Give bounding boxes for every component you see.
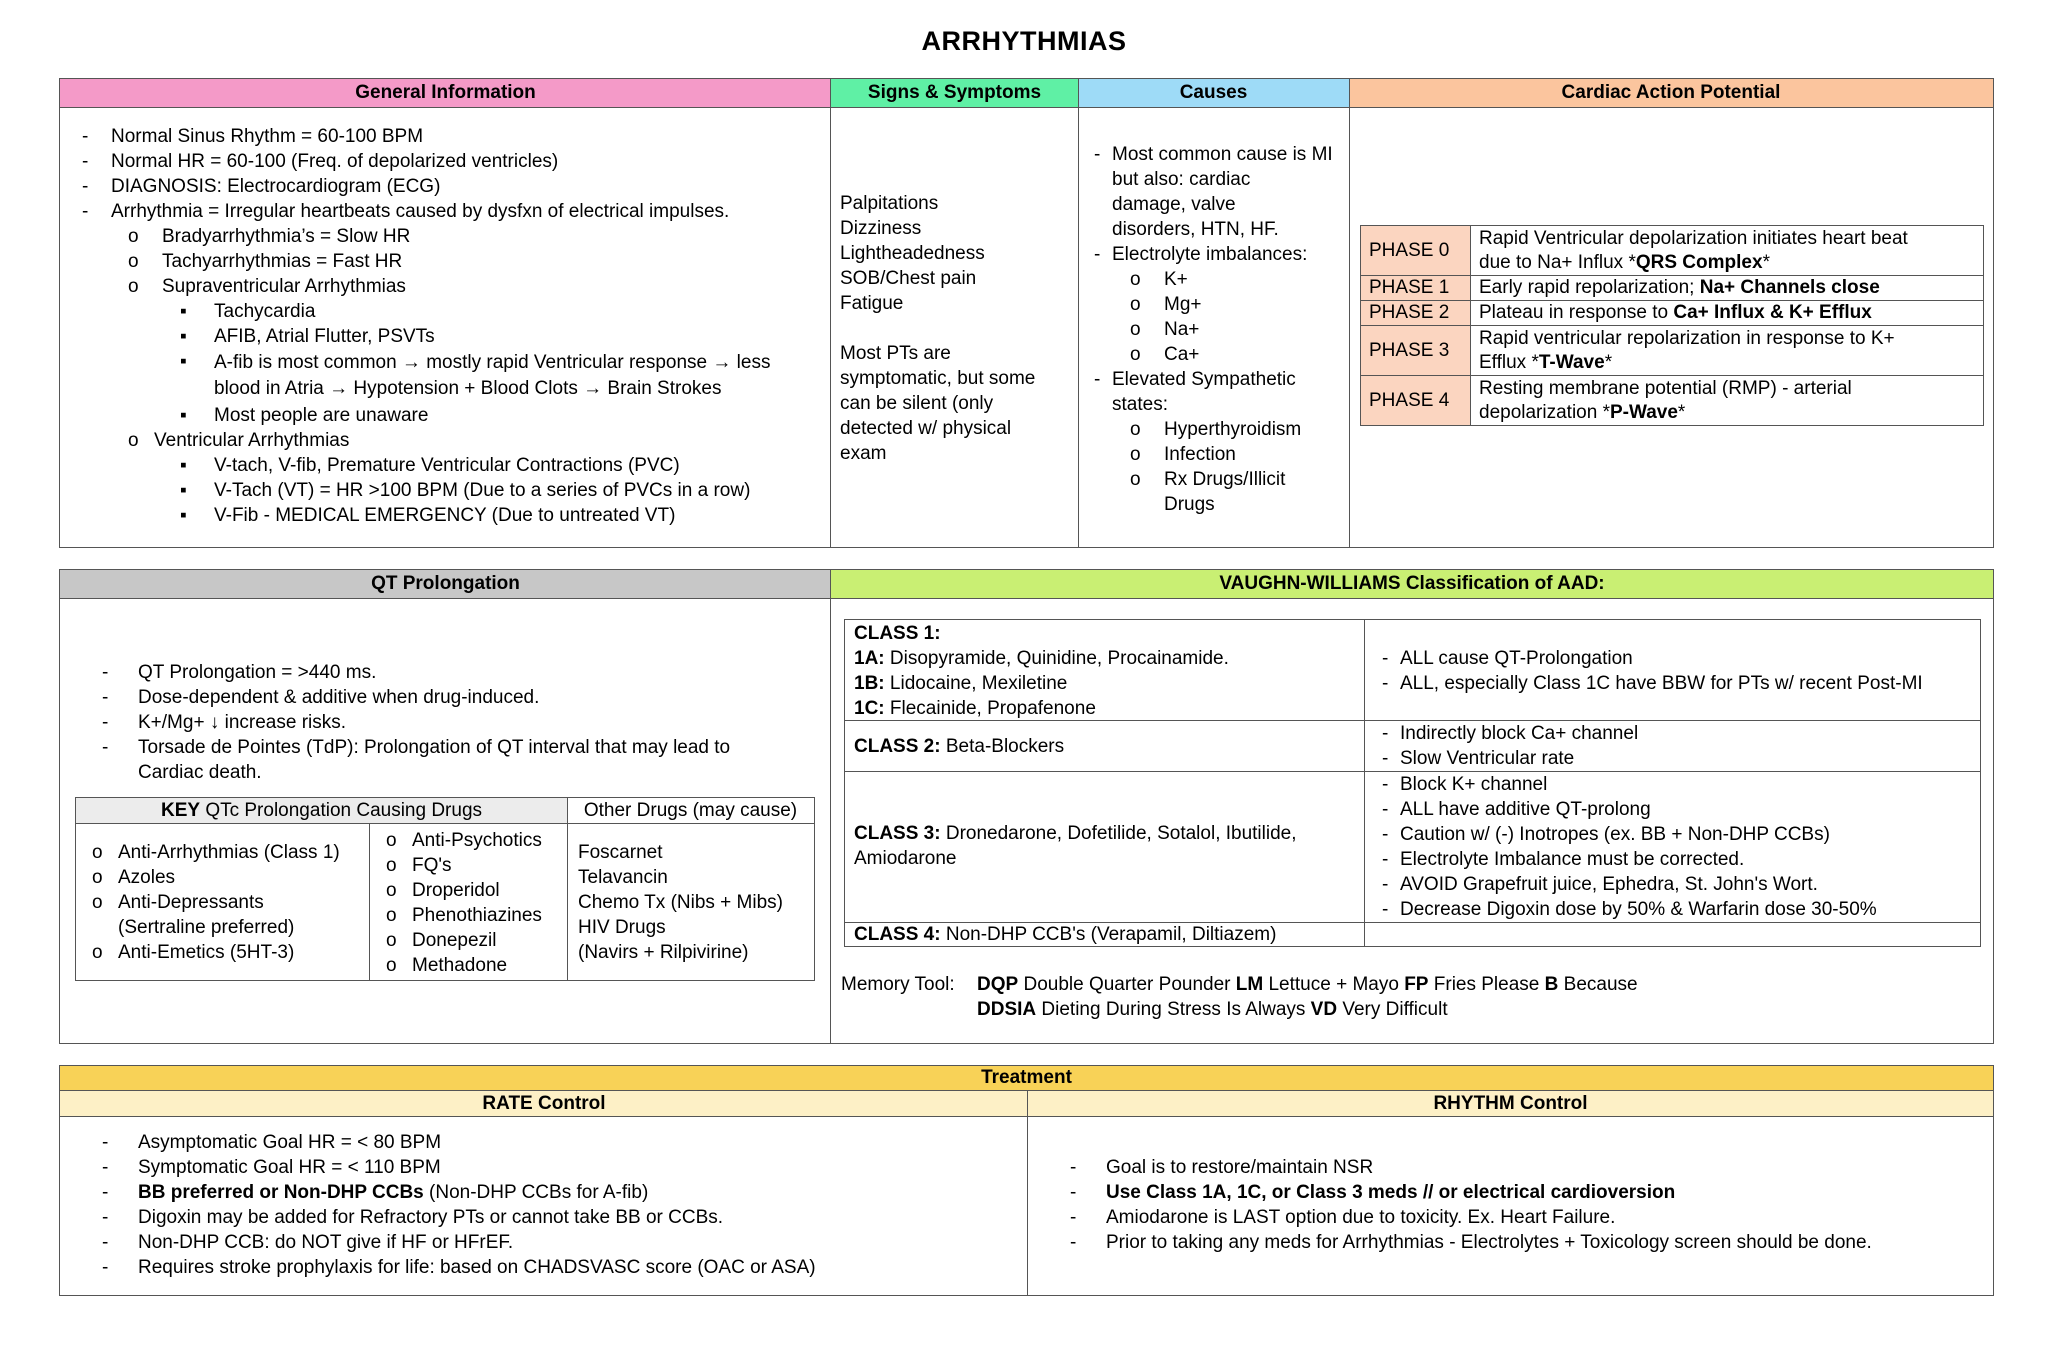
phase-label: PHASE 2 [1361, 301, 1471, 326]
general-info-header: General Information [60, 79, 831, 108]
phase-label: PHASE 0 [1361, 226, 1471, 276]
cap-header: Cardiac Action Potential [1349, 79, 1993, 108]
list-item: 1C: Flecainide, Propafenone [854, 698, 1096, 719]
class3-drugs: CLASS 3: Dronedarone, Dofetilide, Sotalol, Ibutilide, Amiodarone [854, 823, 1297, 869]
rate-header: RATE Control [60, 1091, 1028, 1117]
list-item: Palpitations [840, 193, 939, 214]
divider [1078, 78, 1079, 548]
list-item: Chemo Tx (Nibs + Mibs) [578, 892, 784, 913]
list-item: Lightheadedness [840, 243, 985, 264]
list-item: Foscarnet [578, 842, 663, 863]
other-drugs-list [578, 840, 783, 965]
phase-desc: Rapid Ventricular depolarization initiates heart beat due to Na+ Influx *QRS Complex* [1471, 226, 1984, 276]
divider [1364, 619, 1365, 947]
list-item: (Navirs + Rilpivirine) [578, 942, 749, 963]
signs-note-line: Most PTs are [840, 343, 951, 364]
page-title: ARRHYTHMIAS [921, 26, 1127, 56]
qt-header: QT Prolongation [60, 570, 831, 599]
phase-label: PHASE 4 [1361, 376, 1471, 426]
list-item: HIV Drugs [578, 917, 666, 938]
list-item: Fatigue [840, 293, 904, 314]
list-item: Dizziness [840, 218, 922, 239]
vw-header: VAUGHN-WILLIAMS Classification of AAD: [831, 570, 1993, 599]
causes-header: Causes [1078, 79, 1349, 108]
signs-note-line: detected w/ physical [840, 418, 1012, 439]
table-row [1361, 326, 1984, 376]
table-row [1361, 376, 1984, 426]
signs-note-line: symptomatic, but some [840, 368, 1036, 389]
divider [830, 569, 831, 1044]
class1-drugs: CLASS 1: 1A: Disopyramide, Quinidine, Procainamide. 1B: Lidocaine, Mexiletine 1C: Flecainide, Propafenone [854, 623, 1229, 719]
phase-desc: Early rapid repolarization; Na+ Channels close [1471, 276, 1984, 301]
phase-desc: Plateau in response to Ca+ Influx & K+ Efflux [1471, 301, 1984, 326]
list-item: 1A: Disopyramide, Quinidine, Procainamide. [854, 648, 1229, 669]
other-drugs-header: Other Drugs (may cause) [567, 798, 814, 824]
table-row [1361, 226, 1984, 276]
divider [369, 824, 370, 981]
phase-label: PHASE 3 [1361, 326, 1471, 376]
phase-desc: Rapid ventricular repolarization in response to K+ Efflux *T-Wave* [1471, 326, 1984, 376]
list-item: Telavancin [578, 867, 668, 888]
table-row [1361, 276, 1984, 301]
phase-label: PHASE 1 [1361, 276, 1471, 301]
list-item: SOB/Chest pain [840, 268, 977, 289]
memory-tool: Memory Tool: DQP Double Quarter Pounder LM Lettuce + Mayo FP Fries Please B Because DDSIA Dieting During Stress Is Always VD Very Difficult [841, 974, 1638, 1020]
class2-drugs: CLASS 2: Beta-Blockers [854, 736, 1065, 757]
key-drugs-header: KEY QTc Prolongation Causing Drugs [76, 798, 567, 824]
list-item: 1B: Lidocaine, Mexiletine [854, 673, 1068, 694]
signs-list [840, 191, 1035, 466]
table-row [1361, 301, 1984, 326]
signs-note-line: exam [840, 443, 887, 464]
phase-table [1360, 225, 1984, 426]
treatment-header: Treatment [60, 1066, 1993, 1091]
signs-note-line: can be silent (only [840, 393, 994, 414]
divider [830, 78, 831, 548]
divider [1349, 78, 1350, 548]
class4-drugs: CLASS 4: Non-DHP CCB's (Verapamil, Diltiazem) [854, 924, 1277, 945]
signs-header: Signs & Symptoms [831, 79, 1078, 108]
divider [567, 797, 568, 981]
divider [1027, 1091, 1028, 1296]
rhythm-header: RHYTHM Control [1028, 1091, 1993, 1117]
phase-desc: Resting membrane potential (RMP) - arterial depolarization *P-Wave* [1471, 376, 1984, 426]
